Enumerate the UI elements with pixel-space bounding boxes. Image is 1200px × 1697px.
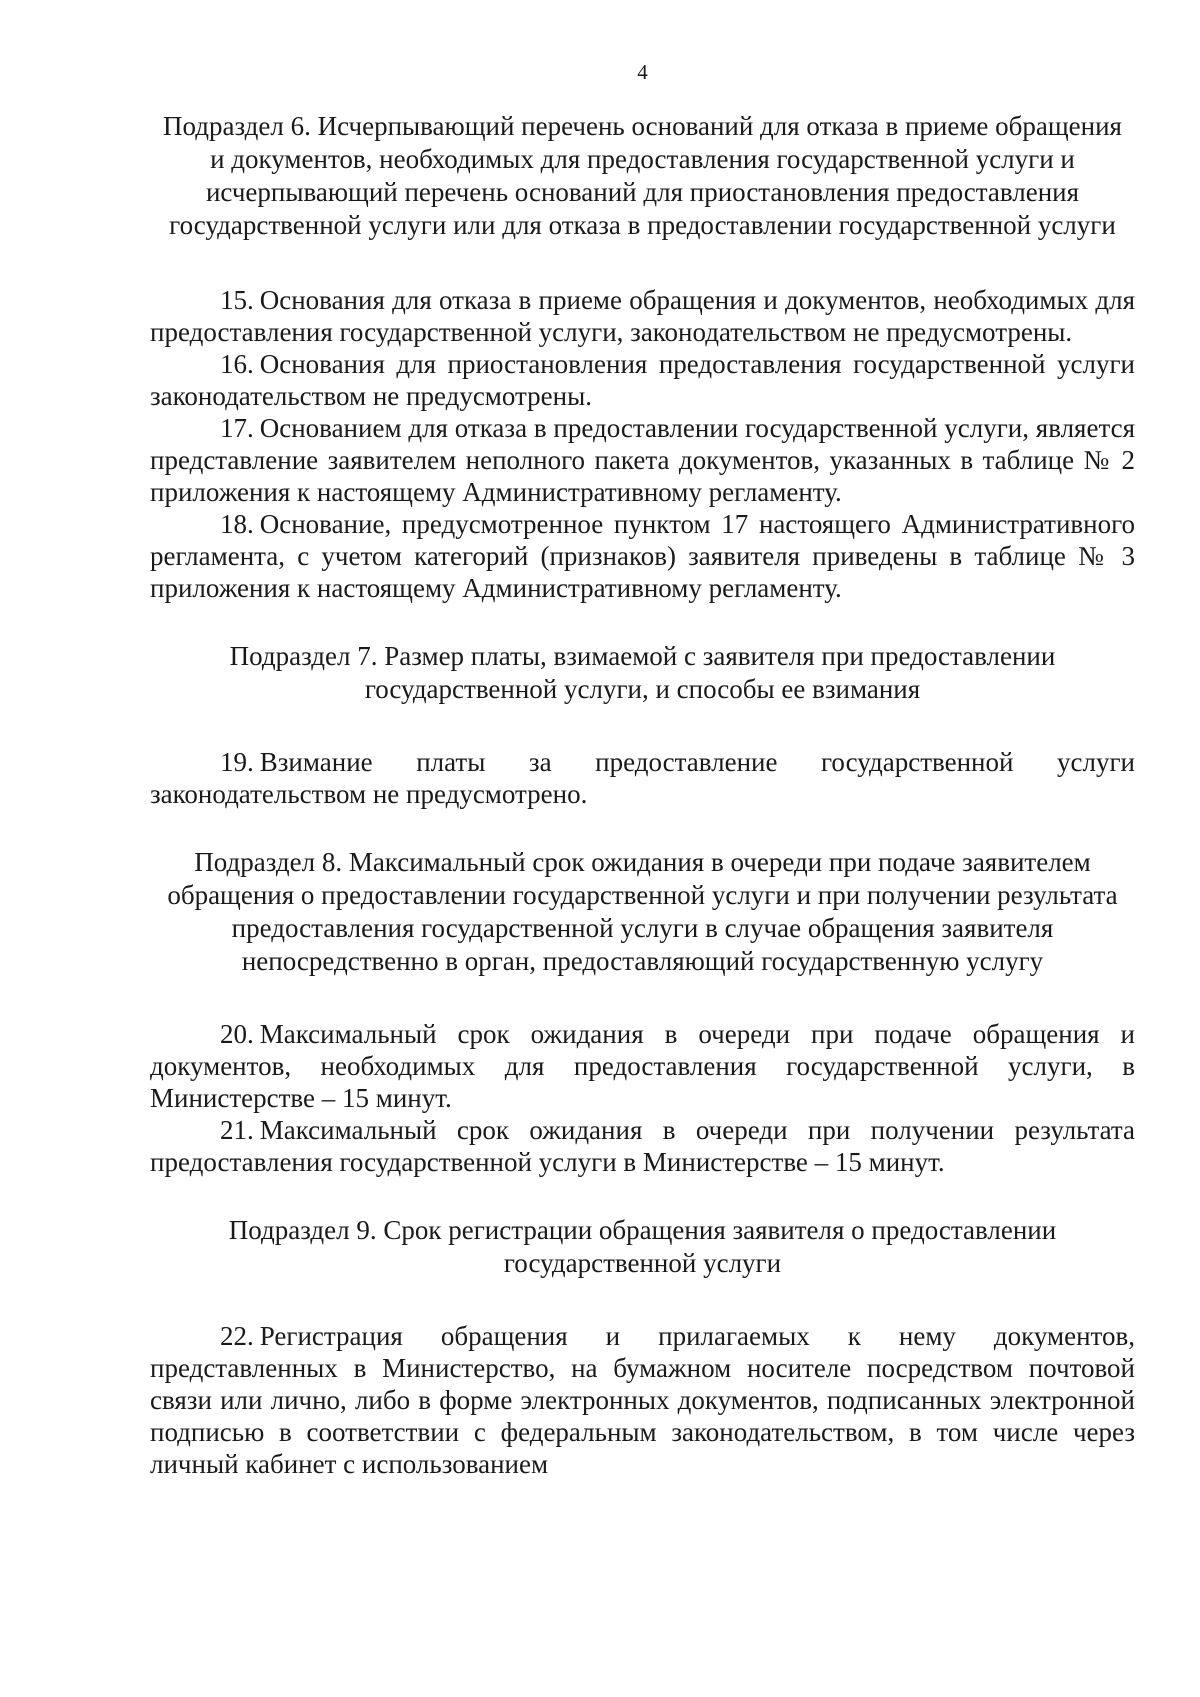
paragraph-text: Основания для приостановления предоставления государственной услуги законодательством не предусмотрены. bbox=[150, 349, 1135, 411]
paragraph-18 bbox=[150, 508, 1135, 604]
section-heading-7: Подраздел 7. Размер платы, взимаемой с заявителя при предоставлении государственной услуги, и способы ее взимания bbox=[229, 641, 1056, 704]
paragraph-21 bbox=[150, 1114, 1135, 1178]
section-heading-6: Подраздел 6. Исчерпывающий перечень оснований для отказа в приеме обращения и документов, необходимых для предоставления государственной услуги и исчерпывающий перечень оснований для приостановления предоставления государственной услуги или для отказа в предоставлении государственной услуги bbox=[163, 111, 1122, 240]
paragraph-number: 18. bbox=[220, 509, 254, 539]
paragraph-number: 16. bbox=[220, 349, 254, 379]
paragraph-text: Основания для отказа в приеме обращения и документов, необходимых для предоставления государственной услуги, законодательством не предусмотрены. bbox=[150, 285, 1135, 347]
paragraph-20 bbox=[150, 1018, 1135, 1114]
paragraph-15 bbox=[150, 284, 1135, 348]
paragraph-number: 20. bbox=[220, 1019, 254, 1049]
paragraph-number: 19. bbox=[220, 747, 254, 777]
paragraph-22 bbox=[150, 1320, 1135, 1480]
paragraph-17 bbox=[150, 412, 1135, 508]
paragraph-text: Максимальный срок ожидания в очереди при подаче обращения и документов, необходимых для предоставления государственной услуги, в Министерстве – 15 минут. bbox=[150, 1019, 1135, 1113]
paragraph-text: Взимание платы за предоставление государственной услуги законодательством не предусмотрено. bbox=[150, 747, 1135, 809]
paragraph-number: 21. bbox=[220, 1115, 254, 1145]
paragraph-text: Основанием для отказа в предоставлении государственной услуги, является представление заявителем неполного пакета документов, указанных в таблице № 2 приложения к настоящему Административному регламенту. bbox=[150, 413, 1135, 507]
page-number: 4 bbox=[637, 60, 648, 84]
paragraph-number: 15. bbox=[220, 285, 254, 315]
paragraph-number: 17. bbox=[220, 413, 254, 443]
document-page bbox=[150, 60, 1135, 1480]
paragraph-text: Регистрация обращения и прилагаемых к нему документов, представленных в Министерство, на бумажном носителе посредством почтовой связи или лично, либо в форме электронных документов, подписанных электронной подписью в соответствии с федеральным законодательством, в том числе через личный кабинет с использованием bbox=[150, 1321, 1135, 1479]
section-heading-8: Подраздел 8. Максимальный срок ожидания в очереди при подаче заявителем обращения о предоставлении государственной услуги и при получении результата предоставления государственной услуги в случае обращения заявителя непосредственно в орган, предоставляющий государственную услугу bbox=[167, 847, 1118, 976]
section-heading-9: Подраздел 9. Срок регистрации обращения заявителя о предоставлении государственной услуги bbox=[228, 1215, 1057, 1278]
paragraph-text: Максимальный срок ожидания в очереди при получении результата предоставления государственной услуги в Министерстве – 15 минут. bbox=[150, 1115, 1135, 1177]
paragraph-16 bbox=[150, 348, 1135, 412]
paragraph-number: 22. bbox=[220, 1321, 254, 1351]
paragraph-19 bbox=[150, 746, 1135, 810]
paragraph-text: Основание, предусмотренное пунктом 17 настоящего Административного регламента, с учетом категорий (признаков) заявителя приведены в таблице № 3 приложения к настоящему Административному регламенту. bbox=[150, 509, 1135, 603]
